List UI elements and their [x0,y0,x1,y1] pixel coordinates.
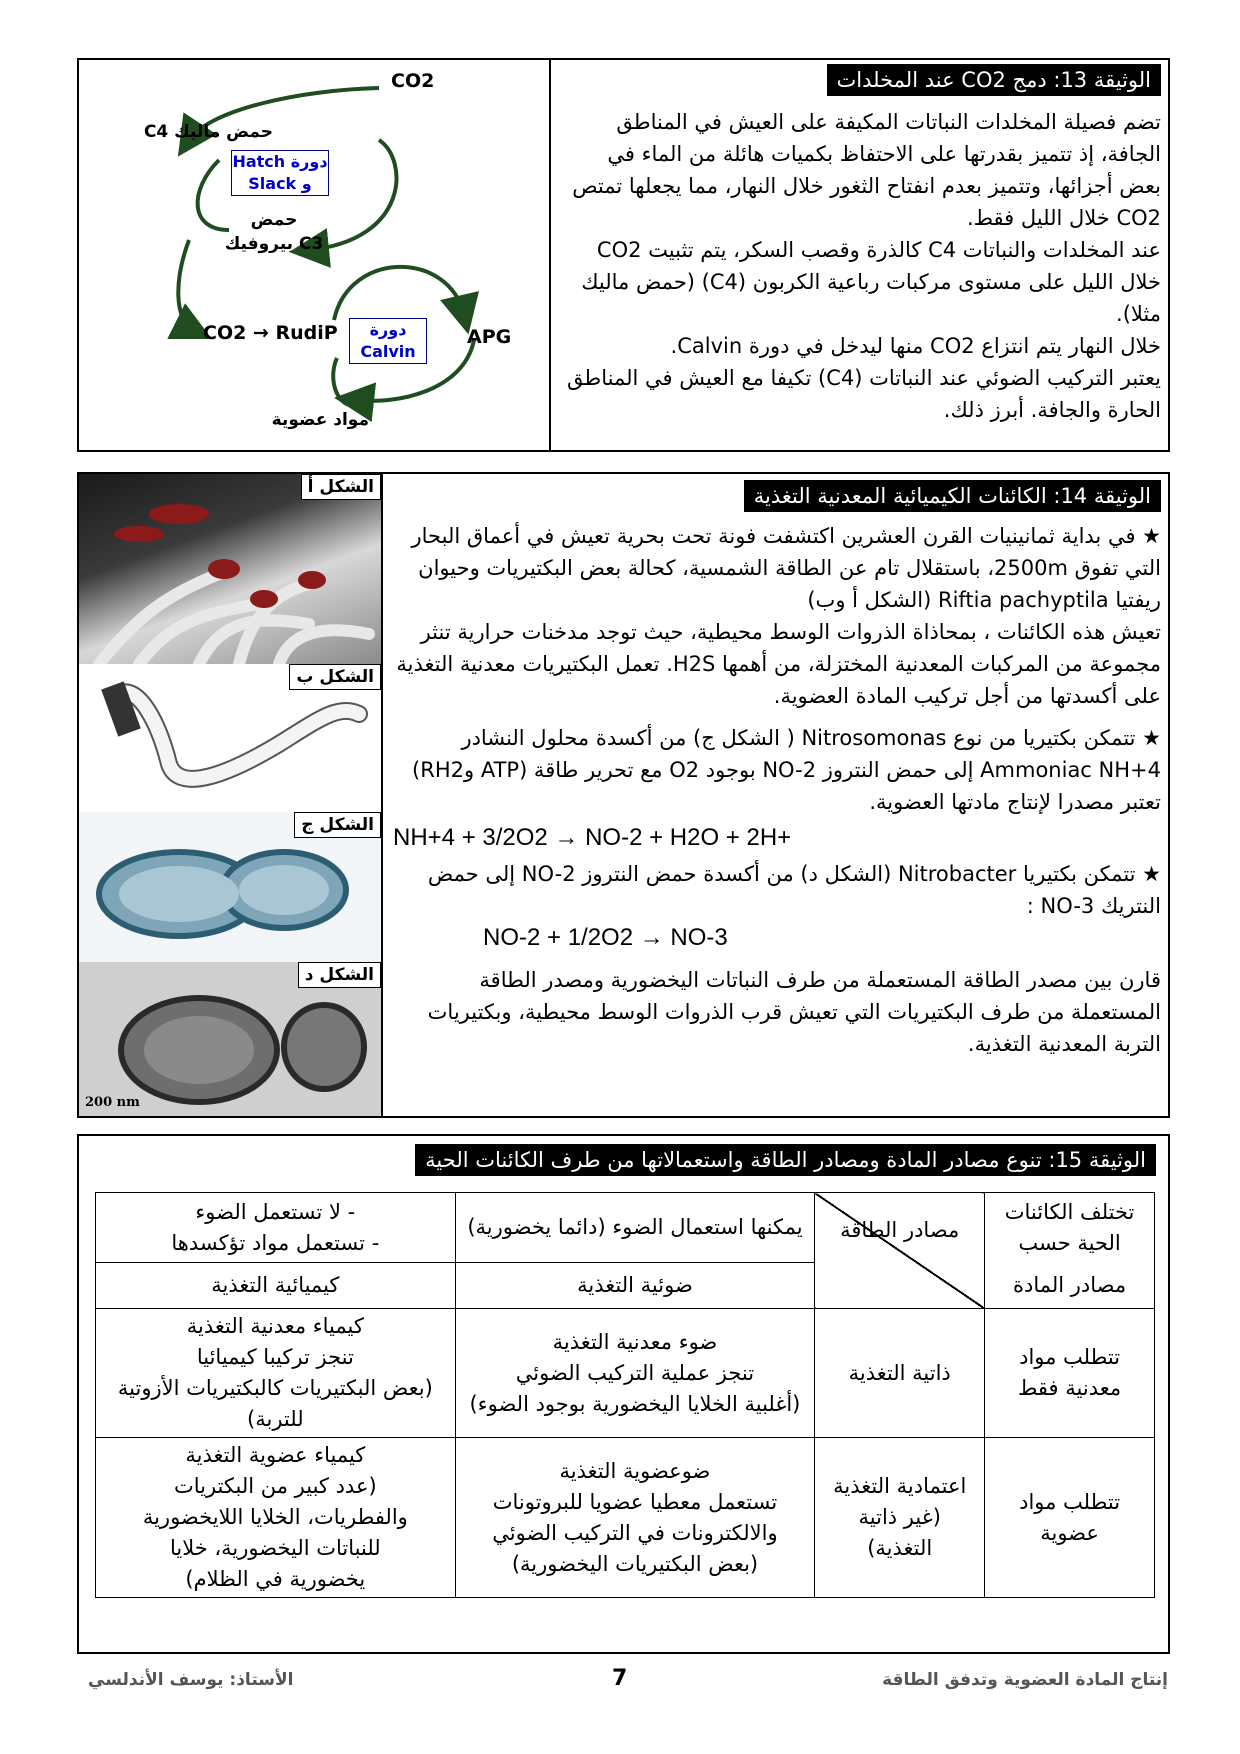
energy-sources-header [815,1193,985,1309]
figure-d-label: الشكل د [298,962,381,988]
document-15-box [77,1134,1170,1654]
diagram-malic-acid: حمض ماليك C4 [143,122,273,142]
arrow-calvin-top [334,267,464,320]
light-use-header: يمكنها استعمال الضوء (دائما يخضورية) [455,1193,815,1263]
chemoorganotroph-cell: كيمياء عضوية التغذية (عدد كبير من البكتريات والفطريات، الخلايا اللايخضورية للنباتات اليخضورية، خلايا يخضورية في الظلام) [96,1438,456,1598]
calvin-line-2: Calvin [360,342,416,361]
doc14-title: الوثيقة 14: الكائنات الكيميائية المعدنية التغذية [744,480,1161,512]
figure-a-label: الشكل أ [301,474,381,500]
diagram-apg: APG [467,326,512,348]
riftia-photo-illustration [79,474,381,664]
equation-nitrobacter: NO-2 + 1/2O2 → NO-3 [483,924,728,951]
figures-column [79,474,383,1116]
photoorganotroph-cell: ضوعضوية التغذية تستعمل معطيا عضويا للبروتونات والالكترونات في التركيب الضوئي (بعض البكتيريات اليخضورية) [455,1438,815,1598]
matter-sources-header: مصادر المادة [985,1263,1155,1309]
heterotroph-label: اعتمادية التغذية (غير ذاتية التغذية) [815,1438,985,1598]
doc13-paragraph-1: تضم فصيلة المخلدات النباتات المكيفة على العيش في المناطق الجافة، إذ تتميز بقدرتها على الاحتفاظ بكميات هائلة من الماء في بعض أجزائها، وتتميز بعدم انفتاح الثغور خلال النهار، مما يجعلها تمتص CO2 خلال الليل فقط. [572,110,1161,230]
footer-author: الأستاذ: يوسف الأندلسي [88,1670,294,1690]
scale-bar-label: 200 nm [85,1095,140,1110]
doc13-paragraph-2: عند المخلدات والنباتات C4 كالذرة وقصب السكر، يتم تثبيت CO2 خلال الليل على مستوى مركبات رباعية الكربون (C4) (حمض ماليك مثلا). [581,238,1161,326]
page-number: 7 [612,1666,628,1691]
autotroph-label: ذاتية التغذية [815,1309,985,1438]
photolithotroph-cell: ضوء معدنية التغذية تنجز عملية التركيب الضوئي (أغلبية الخلايا اليخضورية بوجود الضوء) [455,1309,815,1438]
diagram-organic-matter: مواد عضوية [271,410,369,430]
doc14-paragraph-2: تعيش هذه الكائنات ، بمحاذاة الذروات الوسط محيطية، حيث توجد مدخنات حرارية تنثر مجموعة من المركبات المعدنية المختزلة، من أهمها H2S. تعمل البكتيريات معدنية التغذية على أكسدتها من أجل تركيب المادة العضوية. [396,620,1161,708]
chemolithotroph-cell: كيمياء معدنية التغذية تنجز تركيبا كيميائيا (بعض البكتيريات كالبكتيريات الأزوتية للتربة) [96,1309,456,1438]
diagram-pyruvic-acid [219,208,329,256]
doc14-text [393,480,1161,1060]
doc14-paragraph-1: ★ في بداية ثمانينيات القرن العشرين اكتشفت فونة تحت بحرية تعيش في أعماق البحار التي تفوق 2500m، باستقلال تام عن الطاقة الشمسية، كحالة بعض البكتيريات وحيوان ريفتيا Riftia pachyptila (الشكل أ وب) [411,524,1161,612]
corner-organisms: تختلف الكائنات الحية حسب [985,1193,1155,1263]
doc14-paragraph-5: قارن بين مصدر الطاقة المستعملة من طرف النباتات اليخضورية ومصدر الطاقة المستعملة من طرف البكتيريات التي تعيش قرب الذروات الوسط محيطية، وبكتيريات التربة المعدنية التغذية. [427,968,1161,1056]
calvin-box [349,318,427,364]
figure-d [79,962,381,1116]
energy-sources-label: مصادر الطاقة [840,1218,960,1242]
doc13-text [563,64,1161,426]
doc13-divider [549,60,551,450]
arrow-calvin-left [333,358,349,405]
doc15-title-wrap [415,1144,1156,1176]
mineral-requirement: تتطلب مواد معدنية فقط [985,1309,1155,1438]
figure-b-label: الشكل ب [289,664,381,690]
document-13-box [77,58,1170,452]
doc15-title: الوثيقة 15: تنوع مصادر المادة ومصادر الطاقة واستعمالاتها من طرف الكائنات الحية [415,1144,1156,1176]
doc13-paragraph-3: خلال النهار يتم انتزاع CO2 منها ليدخل في دورة Calvin. [670,334,1161,358]
document-14-box [77,472,1170,1118]
nutrition-types-table [95,1192,1155,1598]
diagram-co2-rudip: CO2 → RudiP [203,322,338,344]
pyruvic-line-2: C3 بيروفيك [224,234,324,254]
chemotroph-header: كيميائية التغذية [96,1263,456,1309]
figure-b [79,664,381,813]
calvin-line-1: دورة [369,320,407,339]
doc14-paragraph-4: ★ تتمكن بكتيريا Nitrobacter (الشكل د) من أكسدة حمض النتروز NO-2 إلى حمض النتريك NO-3 : [427,862,1161,918]
doc13-paragraph-4: يعتبر التركيب الضوئي عند النباتات (C4) تكيفا مع العيش في المناطق الحارة والجافة. أبرز ذلك. [567,366,1161,422]
equation-nitrosomonas: NH+4 + 3/2O2 → NO-2 + H2O + 2H+ [393,824,792,851]
figure-a [79,474,381,665]
doc14-paragraph-3: ★ تتمكن بكتيريا من نوع Nitrosomonas ( الشكل ج) من أكسدة محلول النشادر Ammoniac NH+4 إلى حمض النتروز NO-2 بوجود O2 مع تحرير طاقة (ATP وRH2) تعتبر مصدرا لإنتاج مادتها العضوية. [412,726,1161,814]
diagram-co2-top: CO2 [391,70,435,92]
hatch-line-2: Slack و [248,174,312,193]
no-light-header: - لا تستعمل الضوء - تستعمل مواد تؤكسدها [96,1193,456,1263]
organic-requirement: تتطلب مواد عضوية [985,1438,1155,1598]
doc13-title: الوثيقة 13: دمج CO2 عند المخلدات [827,64,1161,96]
hatch-line-1: Hatch دورة [232,152,328,171]
figure-c-label: الشكل ج [294,812,381,838]
phototroph-header: ضوئية التغذية [455,1263,815,1309]
figure-c [79,812,381,963]
pyruvic-line-1: حمض [250,210,298,230]
hatch-slack-box [231,150,329,196]
footer-chapter-title: إنتاج المادة العضوية وتدفق الطاقة [882,1670,1168,1690]
arrow-malic-to-co2 [178,240,194,330]
